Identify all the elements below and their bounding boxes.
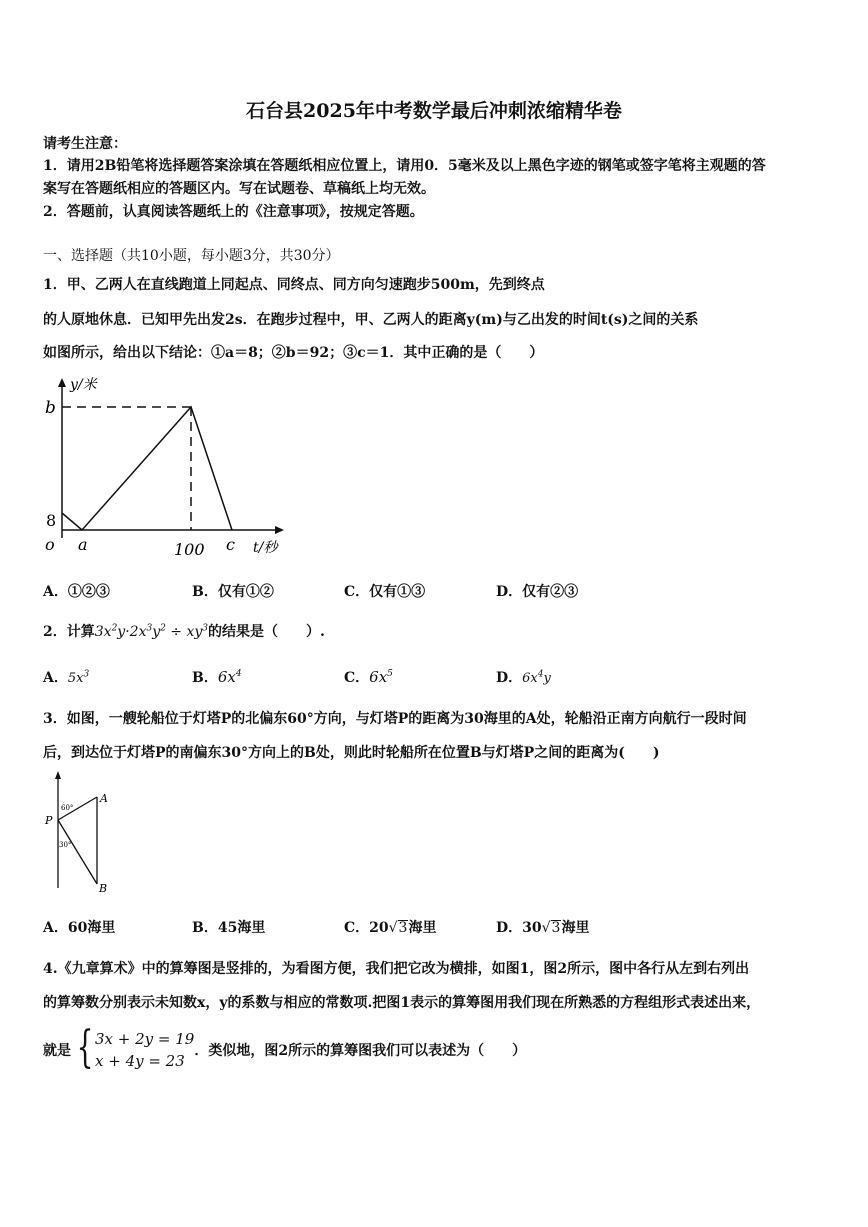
q1-graph-b-label: b <box>45 398 56 418</box>
q4-equation-2: x + 4y = 23 <box>95 1052 185 1070</box>
q1-graph-100-label: 100 <box>174 540 205 559</box>
q3-north-arrow <box>55 771 61 779</box>
q3-segment-pb <box>58 820 97 884</box>
notice-heading: 请考生注意： <box>43 136 127 152</box>
q1-option-c: C．仅有①③ <box>344 584 426 600</box>
notice-line-2: 案写在答题纸相应的答题区内。写在试题卷、草稿纸上均无效。 <box>43 181 435 197</box>
q1-graph-a-label: a <box>78 535 88 554</box>
q1-option-b: B．仅有①② <box>192 584 274 600</box>
q4-line-2: 的算筹数分别表示未知数x，y的系数与相应的常数项.把图1表示的算筹图用我们现在所熟悉的方程组形式表述出来， <box>43 995 761 1011</box>
q2-option-a: A．$5x^3$ <box>43 669 90 686</box>
q1-graph-y-label: y/米 <box>70 377 97 393</box>
q2-option-c: C．$6x^5$ <box>344 668 393 686</box>
q1-graph-c-label: c <box>226 535 235 554</box>
q3-option-c: C．20√3海里 <box>344 920 437 936</box>
q3-option-a: A．60海里 <box>43 920 116 936</box>
q3-line-2: 后，到达位于灯塔P的南偏东30°方向上的B处，则此时轮船所在位置B与灯塔P之间的距离为( ) <box>43 745 660 761</box>
notice-line-1: 1．请用2B铅笔将选择题答案涂填在答题纸相应位置上，请用0．5毫米及以上黑色字迹的钢笔或签字笔将主观题的答 <box>43 158 766 174</box>
q1-line-1: 1．甲、乙两人在直线跑道上同起点、同终点、同方向匀速跑步500m，先到终点 <box>43 277 545 293</box>
q1-option-a: A．①②③ <box>43 584 110 600</box>
q3-label-a: A <box>100 792 108 805</box>
q4-equation-1: 3x + 2y = 19 <box>95 1030 195 1048</box>
q1-graph-distance-line <box>62 407 232 530</box>
q4-line-1: 4.《九章算术》中的算筹图是竖排的，为看图方便，我们把它改为横排，如图1，图2所示，图中各行从左到右列出 <box>43 961 750 977</box>
q1-graph-origin: o <box>45 535 55 554</box>
q4-system-line <box>43 1022 527 1075</box>
q2-option-d: D．$6x^4y$ <box>496 669 551 686</box>
q2-suffix: 的结果是（ ）. <box>208 624 325 640</box>
q2-stem <box>43 621 325 641</box>
q1-line-2: 的人原地休息．已知甲先出发2s．在跑步过程中，甲、乙两人的距离y(m)与乙出发的时间t(s)之间的关系 <box>43 312 699 328</box>
q4-suffix: ．类似地，图2所示的算筹图我们可以表述为（ ） <box>194 1043 527 1059</box>
q3-angle-30: 30° <box>59 841 72 849</box>
q3-label-b: B <box>99 882 108 895</box>
section-heading: 一、选择题（共10小题，每小题3分，共30分） <box>43 248 340 264</box>
q4-prefix: 就是 <box>43 1043 71 1059</box>
q1-graph-8-label: 8 <box>46 511 57 530</box>
q3-angle-60: 60° <box>61 804 74 812</box>
q1-graph-y-arrow <box>58 378 66 387</box>
q3-label-p: P <box>45 814 53 827</box>
q1-graph-x-label: t/秒 <box>253 540 278 556</box>
q2-prefix: 2．计算 <box>43 624 95 640</box>
q1-graph <box>40 370 290 562</box>
q2-option-b: B．$6x^4$ <box>192 668 242 686</box>
q1-line-3: 如图所示，给出以下结论：①a＝8；②b＝92；③c＝1．其中正确的是（ ） <box>43 345 544 361</box>
q1-option-d: D．仅有②③ <box>496 584 579 600</box>
q3-figure <box>40 768 120 896</box>
q3-option-d: D．30√3海里 <box>496 920 590 936</box>
q2-expression: $3x^2y\cdot 2x^3y^2 \div xy^3$ <box>94 623 209 640</box>
notice-line-3: 2．答题前，认真阅读答题纸上的《注意事项》，按规定答题。 <box>43 204 424 220</box>
page-title: 石台县2025年中考数学最后冲刺浓缩精华卷 <box>246 100 622 122</box>
q3-line-1: 3．如图，一艘轮船位于灯塔P的北偏东60°方向，与灯塔P的距离为30海里的A处，轮船沿正南方向航行一段时间 <box>43 711 747 727</box>
q3-option-b: B．45海里 <box>192 920 266 936</box>
q1-graph-x-arrow <box>275 526 284 534</box>
q4-equation-system: { 3x + 2y = 19 x + 4y = 23 <box>76 1022 195 1073</box>
